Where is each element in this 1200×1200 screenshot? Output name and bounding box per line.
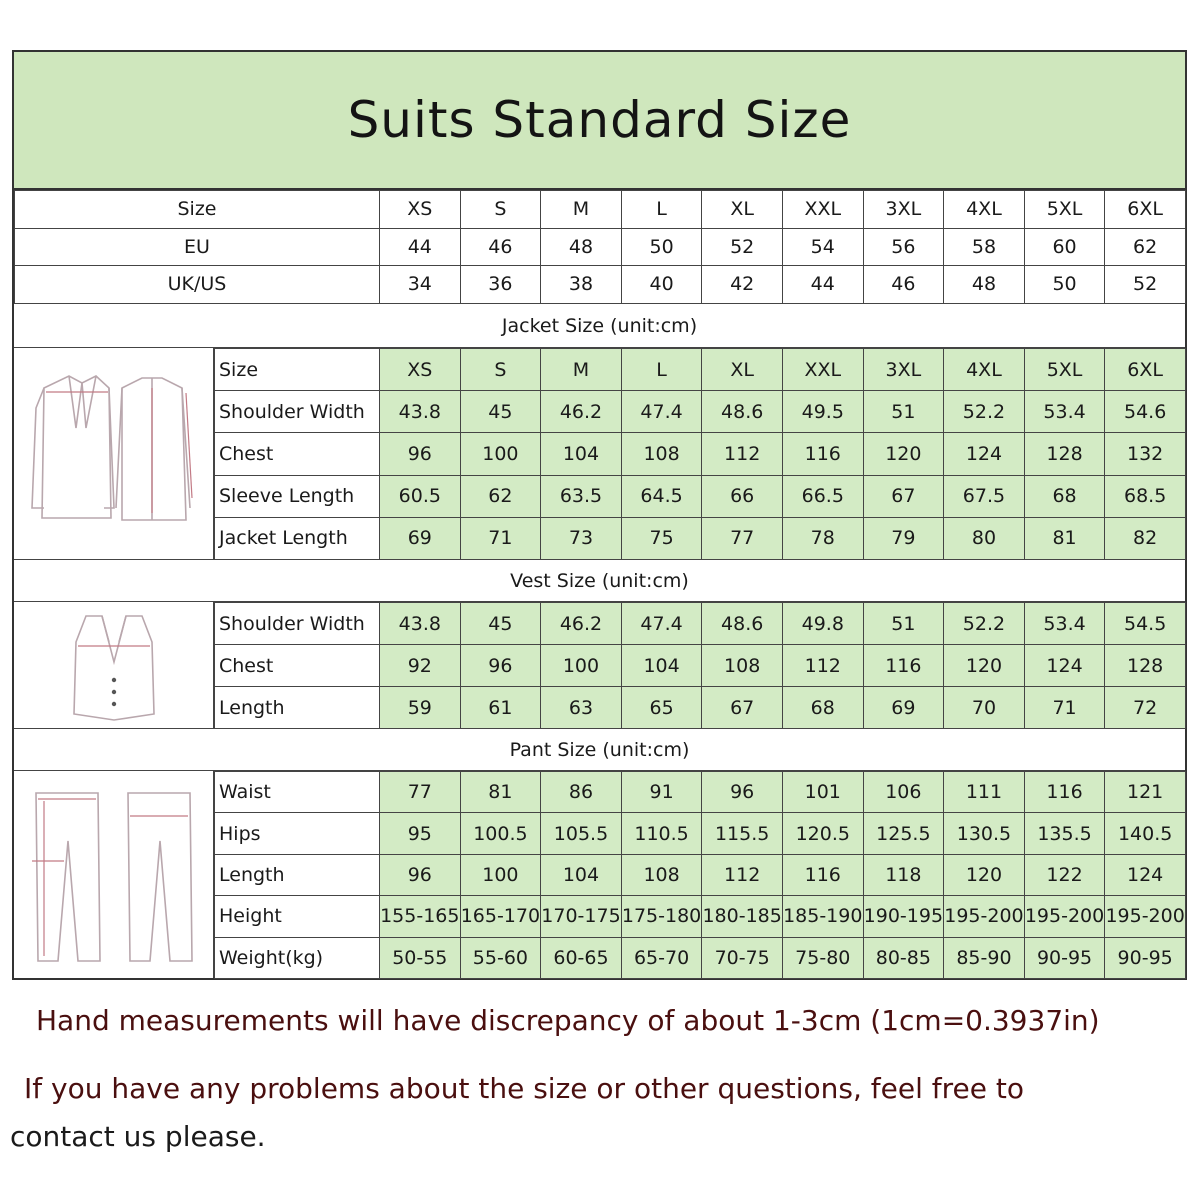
contact-note-line2: contact us please. [10,1120,266,1153]
table-cell: 49.5 [782,391,863,433]
table-cell: 52.2 [944,603,1025,645]
table-cell: 122 [1024,854,1105,895]
row-label: Size [15,191,380,229]
table-cell: 48.6 [702,391,783,433]
table-cell: 53.4 [1024,603,1105,645]
table-cell: 68 [1024,475,1105,517]
table-cell: 116 [1024,772,1105,813]
row-label: Chest [215,645,380,687]
table-cell: 59 [380,687,461,729]
table-cell: M [541,349,622,391]
table-cell: 101 [782,772,863,813]
size-chart [12,50,1187,980]
table-cell: 85-90 [944,937,1025,978]
table-cell: 195-200 [1024,896,1105,937]
table-row [215,603,1186,645]
table-cell: 116 [782,854,863,895]
table-cell: 43.8 [380,391,461,433]
table-cell: 69 [380,517,461,559]
table-cell: 118 [863,854,944,895]
table-cell: 165-170 [460,896,541,937]
table-cell: XXL [782,191,863,229]
table-cell: 108 [621,854,702,895]
pant-title-text: Pant Size (unit:cm) [509,738,690,761]
jacket-diagram-icon [14,348,214,559]
table-cell: 100 [541,645,622,687]
table-cell: 67 [863,475,944,517]
table-cell: 43.8 [380,603,461,645]
table-cell: 66.5 [782,475,863,517]
size-conversion-table [14,190,1186,304]
table-cell: 180-185 [702,896,783,937]
table-cell: 185-190 [782,896,863,937]
row-label: Weight(kg) [215,937,380,978]
table-cell: 124 [1105,854,1186,895]
jacket-title-text: Jacket Size (unit:cm) [501,314,698,337]
table-cell: 53.4 [1024,391,1105,433]
table-cell: 72 [1105,687,1186,729]
table-cell: 80 [944,517,1025,559]
table-cell: 44 [782,266,863,304]
table-cell: 66 [702,475,783,517]
table-cell: 155-165 [380,896,461,937]
table-cell: 96 [380,854,461,895]
table-cell: 3XL [863,191,944,229]
table-cell: 130.5 [944,813,1025,854]
table-cell: 124 [944,433,1025,475]
table-cell: 75-80 [782,937,863,978]
table-cell: 128 [1024,433,1105,475]
vest-size-table [214,602,1186,729]
table-cell: 5XL [1024,191,1105,229]
contact-note-line1: If you have any problems about the size or other questions, feel free to [24,1072,1025,1105]
table-cell: 79 [863,517,944,559]
table-cell: 104 [621,645,702,687]
table-cell: 80-85 [863,937,944,978]
row-label: EU [15,228,380,266]
table-cell: 82 [1105,517,1186,559]
table-cell: 78 [782,517,863,559]
table-cell: 6XL [1105,349,1186,391]
table-cell: 48 [541,228,622,266]
table-cell: 47.4 [621,391,702,433]
table-cell: 54.5 [1105,603,1186,645]
table-cell: 48.6 [702,603,783,645]
table-cell: 48 [944,266,1025,304]
table-cell: 45 [460,391,541,433]
table-row [215,896,1186,937]
table-cell: 104 [541,433,622,475]
table-cell: 4XL [944,349,1025,391]
table-cell: M [541,191,622,229]
table-cell: 115.5 [702,813,783,854]
table-cell: 62 [1105,228,1186,266]
table-cell: S [460,349,541,391]
row-label: Chest [215,433,380,475]
table-cell: 71 [460,517,541,559]
table-cell: 124 [1024,645,1105,687]
table-cell: XL [702,191,783,229]
table-cell: 68.5 [1105,475,1186,517]
table-cell: 100.5 [460,813,541,854]
table-cell: 106 [863,772,944,813]
table-cell: XL [702,349,783,391]
table-cell: 51 [863,603,944,645]
row-label: Sleeve Length [215,475,380,517]
table-cell: 95 [380,813,461,854]
table-cell: 58 [944,228,1025,266]
table-cell: 70-75 [702,937,783,978]
table-cell: 60 [1024,228,1105,266]
table-cell: 65 [621,687,702,729]
table-cell: 61 [460,687,541,729]
table-cell: 175-180 [621,896,702,937]
row-label: Hips [215,813,380,854]
table-cell: 100 [460,433,541,475]
table-row [15,191,1186,229]
table-cell: 34 [380,266,461,304]
table-cell: 140.5 [1105,813,1186,854]
table-row [215,813,1186,854]
table-row [215,517,1186,559]
table-row [215,433,1186,475]
pant-size-table [214,771,1186,979]
table-cell: 62 [460,475,541,517]
table-cell: 195-200 [1105,896,1186,937]
table-cell: 75 [621,517,702,559]
pant-diagram-icon [14,771,214,978]
table-cell: 104 [541,854,622,895]
table-cell: 195-200 [944,896,1025,937]
table-cell: 46 [863,266,944,304]
table-cell: 63 [541,687,622,729]
table-cell: 73 [541,517,622,559]
table-cell: 77 [380,772,461,813]
table-cell: 112 [782,645,863,687]
table-cell: 40 [621,266,702,304]
table-cell: 77 [702,517,783,559]
table-cell: 112 [702,433,783,475]
table-cell: L [621,191,702,229]
table-cell: 51 [863,391,944,433]
table-cell: 56 [863,228,944,266]
table-cell: 92 [380,645,461,687]
table-cell: 50 [1024,266,1105,304]
table-cell: L [621,349,702,391]
table-cell: 170-175 [541,896,622,937]
row-label: Height [215,896,380,937]
row-label: Shoulder Width [215,391,380,433]
table-cell: 90-95 [1024,937,1105,978]
table-cell: 3XL [863,349,944,391]
table-cell: 105.5 [541,813,622,854]
table-cell: 38 [541,266,622,304]
jacket-section-title [14,303,1185,348]
row-label: Shoulder Width [215,603,380,645]
table-cell: 46 [460,228,541,266]
table-cell: 67 [702,687,783,729]
table-cell: 96 [380,433,461,475]
table-cell: 47.4 [621,603,702,645]
table-cell: 6XL [1105,191,1186,229]
vest-diagram-icon [14,602,214,728]
table-cell: 46.2 [541,603,622,645]
table-cell: 52.2 [944,391,1025,433]
vest-section-title [14,559,1185,602]
table-cell: 112 [702,854,783,895]
table-cell: 116 [782,433,863,475]
table-cell: 91 [621,772,702,813]
table-cell: 70 [944,687,1025,729]
row-label: Size [215,349,380,391]
table-row [215,349,1186,391]
jacket-size-table [214,348,1186,560]
table-row [215,391,1186,433]
table-cell: 60-65 [541,937,622,978]
table-cell: 4XL [944,191,1025,229]
table-cell: 116 [863,645,944,687]
table-cell: 63.5 [541,475,622,517]
table-cell: 65-70 [621,937,702,978]
table-cell: 54.6 [1105,391,1186,433]
table-cell: 90-95 [1105,937,1186,978]
measurement-note: Hand measurements will have discrepancy of about 1-3cm (1cm=0.3937in) [36,1004,1100,1037]
table-cell: 50-55 [380,937,461,978]
table-cell: 55-60 [460,937,541,978]
table-cell: 121 [1105,772,1186,813]
table-cell: 45 [460,603,541,645]
table-row [215,772,1186,813]
table-cell: 50 [621,228,702,266]
row-label: Length [215,854,380,895]
table-cell: 42 [702,266,783,304]
table-cell: 44 [380,228,461,266]
table-cell: 5XL [1024,349,1105,391]
table-cell: 71 [1024,687,1105,729]
table-cell: 68 [782,687,863,729]
table-cell: XS [380,349,461,391]
table-cell: 46.2 [541,391,622,433]
table-cell: 36 [460,266,541,304]
table-row [15,266,1186,304]
table-cell: 52 [702,228,783,266]
table-cell: 96 [702,772,783,813]
table-row [215,475,1186,517]
page-title: Suits Standard Size [347,91,852,149]
row-label: Length [215,687,380,729]
table-cell: 81 [460,772,541,813]
table-cell: 67.5 [944,475,1025,517]
table-cell: 125.5 [863,813,944,854]
row-label: Waist [215,772,380,813]
table-row [215,645,1186,687]
table-cell: 108 [702,645,783,687]
table-cell: 132 [1105,433,1186,475]
table-cell: 60.5 [380,475,461,517]
table-cell: 128 [1105,645,1186,687]
table-cell: 190-195 [863,896,944,937]
table-cell: 52 [1105,266,1186,304]
table-cell: 49.8 [782,603,863,645]
table-cell: 120 [944,645,1025,687]
table-cell: XXL [782,349,863,391]
table-cell: 110.5 [621,813,702,854]
table-cell: 100 [460,854,541,895]
table-cell: 81 [1024,517,1105,559]
table-cell: S [460,191,541,229]
pant-section-title [14,728,1185,771]
table-cell: 54 [782,228,863,266]
table-row [215,937,1186,978]
table-cell: 111 [944,772,1025,813]
row-label: Jacket Length [215,517,380,559]
table-cell: 108 [621,433,702,475]
vest-title-text: Vest Size (unit:cm) [510,569,689,592]
title-band [14,52,1185,190]
table-row [15,228,1186,266]
table-row [215,854,1186,895]
table-cell: 86 [541,772,622,813]
table-cell: 135.5 [1024,813,1105,854]
table-cell: 120 [944,854,1025,895]
table-cell: 69 [863,687,944,729]
row-label: UK/US [15,266,380,304]
table-cell: 120 [863,433,944,475]
table-cell: XS [380,191,461,229]
table-cell: 96 [460,645,541,687]
table-cell: 64.5 [621,475,702,517]
table-cell: 120.5 [782,813,863,854]
table-row [215,687,1186,729]
